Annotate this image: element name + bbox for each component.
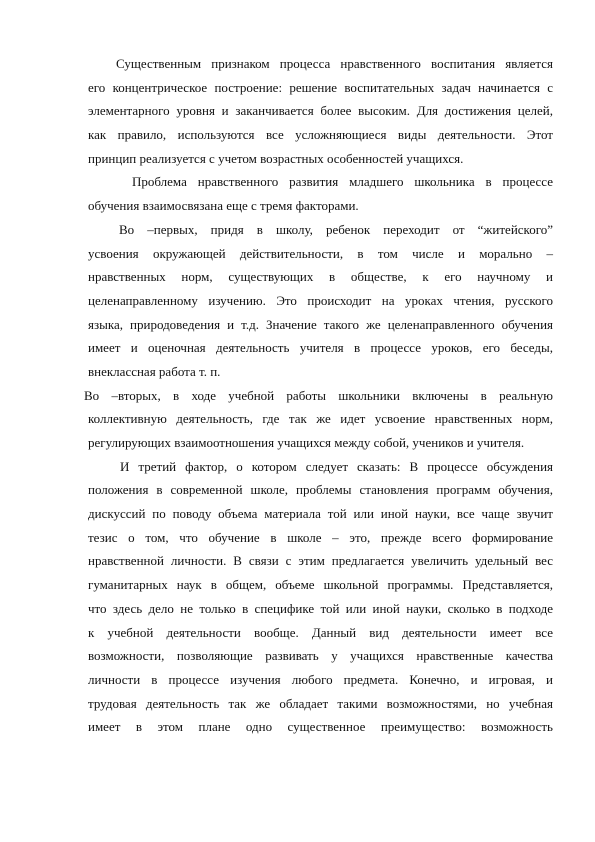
document-body (84, 52, 553, 739)
text-line: тезис о том, что обучение в школе – это, прежде всего формирование (88, 529, 553, 545)
text-line: нравственной личности. В связи с этим предлагается увеличить удельный вес (88, 553, 553, 569)
text-line: Проблема нравственного развития младшего школьника в процессе (132, 174, 553, 190)
text-line: регулирующих взаимоотношения учащихся между собой, учеников и учителя. (88, 435, 525, 450)
text-line: гуманитарных наук в общем, объеме школьной программы. Представляется, (88, 577, 553, 593)
text-line: коллективную деятельность, где так же идет усвоение нравственных норм, (88, 411, 553, 427)
text-line: к учебной деятельности вообще. Данный вид деятельности имеет все (88, 624, 553, 640)
text-line: усвоения окружающей действительности, в том числе и морально – (88, 245, 553, 261)
text-line: принцип реализуется с учетом возрастных особенностей учащихся. (88, 150, 464, 166)
text-line: имеет в этом плане одно существенное преимущество: возможность (88, 719, 553, 735)
text-line: Существенным признаком процесса нравственного воспитания является (116, 56, 553, 71)
text-line: Во –первых, придя в школу, ребенок переходит от “житейского” (119, 221, 553, 237)
text-line: возможности, позволяющие развивать у учащихся нравственные качества (88, 648, 553, 664)
text-line: И третий фактор, о котором следует сказать: В процессе обсуждения (120, 458, 553, 474)
text-line: обучения взаимосвязана еще с тремя факторами. (88, 198, 359, 214)
text-line: положения в современной школе, проблемы становления программ обучения, (88, 482, 553, 498)
text-line: Во –вторых, в ходе учебной работы школьники включены в реальную (84, 387, 553, 403)
text-line: целенаправленному изучению. Это происходит на уроках чтения, русского (88, 292, 553, 308)
text-line: личности в процессе изучения любого предмета. Конечно, и игровая, и (88, 671, 553, 687)
text-line: внеклассная работа т. п. (88, 363, 221, 379)
text-line: языка, природоведения и т.д. Значение такого же целенаправленного обучения (88, 316, 553, 332)
text-line: элементарного уровня и заканчивается более высоким. Для достижения целей, (88, 103, 553, 119)
text-line: дискуссий по поводу объема материала той или иной науки, все чаще звучит (88, 506, 553, 522)
text-line: нравственных норм, существующих в обществе, к его научному и (88, 269, 553, 285)
text-line: имеет и оценочная деятельность учителя в процессе уроков, его беседы, (88, 340, 553, 356)
text-line: как правило, используются все усложняющиеся виды деятельности. Этот (88, 127, 553, 143)
text-line: его концентрическое построение: решение воспитательных задач начинается с (88, 79, 553, 95)
text-line: трудовая деятельность так же обладает такими возможностями, но учебная (88, 695, 553, 711)
text-line: что здесь дело не только в специфике той или иной науки, сколько в подходе (88, 600, 553, 616)
